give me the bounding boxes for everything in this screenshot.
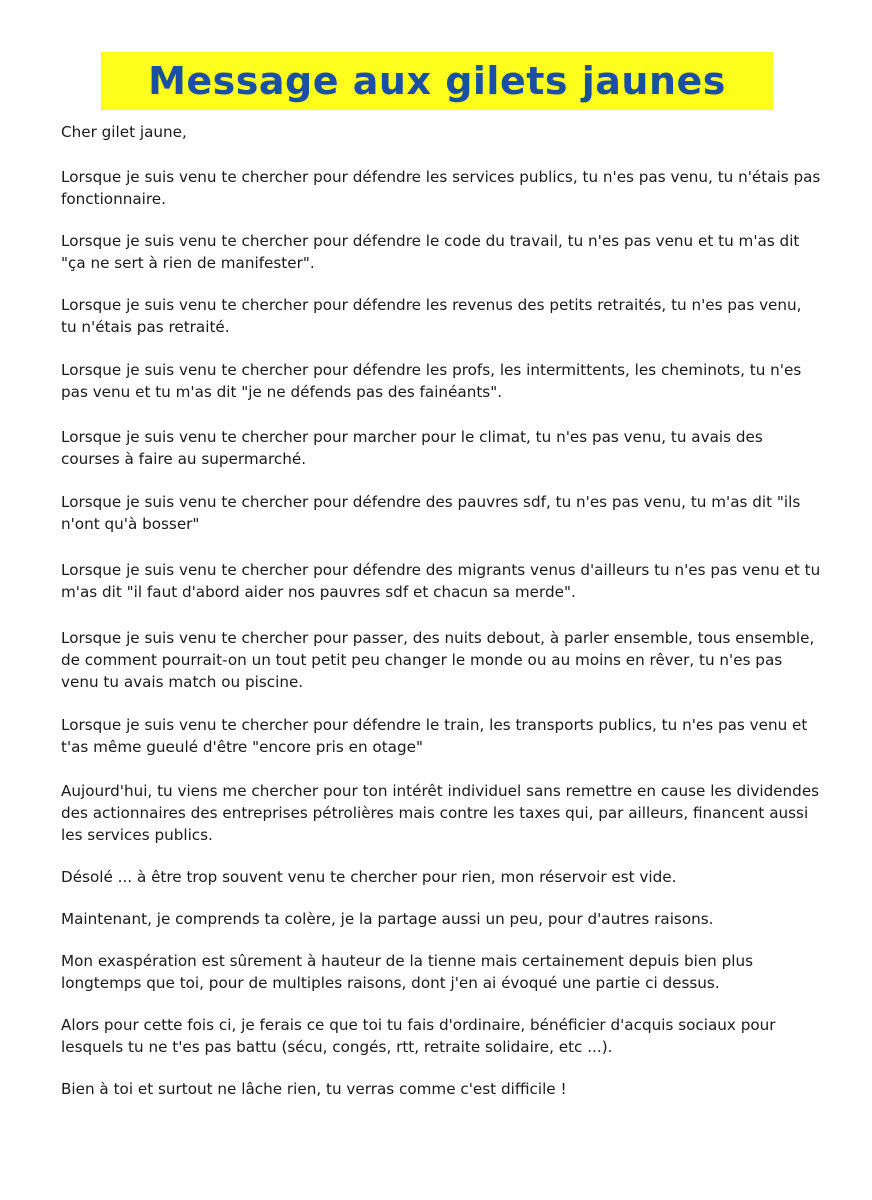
letter-body xyxy=(61,121,821,1100)
letter-paragraph-7: Lorsque je suis venu te chercher pour défendre des migrants venus d'ailleurs tu n'es pas venu et tu m'as dit "il faut d'abord aider nos pauvres sdf et chacun sa merde". xyxy=(61,561,821,601)
letter-paragraph-8: Lorsque je suis venu te chercher pour passer, des nuits debout, à parler ensemble, tous ensemble, de comment pourrait-on un tout petit peu changer le monde ou au moins en rêver, tu n'es pas venu tu avais match ou piscine. xyxy=(61,629,815,691)
letter-paragraph-5: Lorsque je suis venu te chercher pour marcher pour le climat, tu n'es pas venu, tu avais des courses à faire au supermarché. xyxy=(61,428,763,468)
letter-greeting: Cher gilet jaune, xyxy=(61,123,187,141)
letter-paragraph-3: Lorsque je suis venu te chercher pour défendre les revenus des petits retraités, tu n'es pas venu, tu n'étais pas retraité. xyxy=(61,296,802,336)
page-title: Message aux gilets jaunes xyxy=(148,59,726,103)
letter-paragraph-4: Lorsque je suis venu te chercher pour défendre les profs, les intermittents, les cheminots, tu n'es pas venu et tu m'as dit "je ne défends pas des fainéants". xyxy=(61,361,802,401)
letter-closing: Bien à toi et surtout ne lâche rien, tu verras comme c'est difficile ! xyxy=(61,1080,567,1098)
letter-paragraph-12: Maintenant, je comprends ta colère, je la partage aussi un peu, pour d'autres raisons. xyxy=(61,910,714,928)
letter-paragraph-1: Lorsque je suis venu te chercher pour défendre les services publics, tu n'es pas venu, tu n'étais pas fonctionnaire. xyxy=(61,168,821,208)
letter-paragraph-11: Désolé ... à être trop souvent venu te chercher pour rien, mon réservoir est vide. xyxy=(61,868,677,886)
letter-paragraph-14: Alors pour cette fois ci, je ferais ce que toi tu fais d'ordinaire, bénéficier d'acquis sociaux pour lesquels tu ne t'es pas battu (sécu, congés, rtt, retraite solidaire, etc ...). xyxy=(61,1016,776,1056)
letter-paragraph-2: Lorsque je suis venu te chercher pour défendre le code du travail, tu n'es pas venu et tu m'as dit "ça ne sert à rien de manifester". xyxy=(61,232,800,272)
letter-paragraph-10: Aujourd'hui, tu viens me chercher pour ton intérêt individuel sans remettre en cause les dividendes des actionnaires des entreprises pétrolières mais contre les taxes qui, par ailleurs, financent aussi les services publics. xyxy=(61,782,820,844)
letter-paragraph-9: Lorsque je suis venu te chercher pour défendre le train, les transports publics, tu n'es pas venu et t'as même gueulé d'être "encore pris en otage" xyxy=(61,716,808,756)
letter-paragraph-13: Mon exaspération est sûrement à hauteur de la tienne mais certainement depuis bien plus longtemps que toi, pour de multiples raisons, dont j'en ai évoqué une partie ci dessus. xyxy=(61,952,754,992)
title-banner xyxy=(101,52,773,110)
letter-paragraph-6: Lorsque je suis venu te chercher pour défendre des pauvres sdf, tu n'es pas venu, tu m'as dit "ils n'ont qu'à bosser" xyxy=(61,493,801,533)
